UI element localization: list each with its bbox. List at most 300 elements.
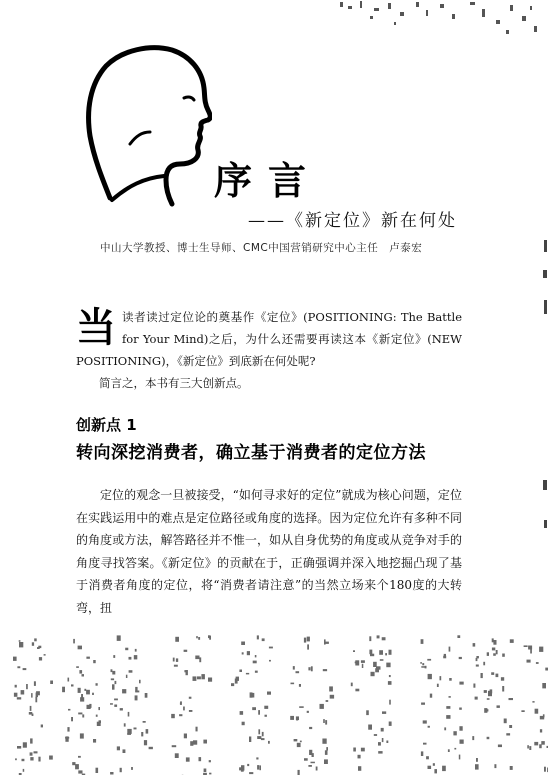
scan-speck	[528, 646, 532, 650]
scan-speck	[481, 673, 483, 678]
scan-speck	[449, 696, 451, 698]
scan-speck	[78, 688, 81, 693]
scan-speck	[541, 741, 545, 745]
human-head-profile-icon	[72, 40, 212, 210]
scan-speck	[300, 741, 302, 743]
scan-speck	[175, 753, 179, 758]
scan-speck	[184, 734, 187, 739]
scan-speck	[380, 659, 384, 661]
intro-summary: 简言之，本书有三大创新点。	[99, 376, 249, 390]
scan-speck	[256, 757, 258, 759]
scan-speck	[32, 642, 34, 646]
scan-speck	[68, 678, 70, 682]
scan-speck	[135, 691, 139, 693]
scan-speck	[122, 689, 126, 693]
scan-speck	[75, 764, 79, 769]
scan-speck	[76, 666, 79, 668]
scan-speck	[15, 758, 17, 760]
scan-speck	[23, 668, 27, 670]
scan-speck	[536, 662, 539, 664]
scan-speck	[524, 645, 528, 647]
scan-speck	[252, 707, 256, 710]
scan-speck	[446, 715, 450, 719]
scan-speck	[472, 736, 474, 740]
scan-speck	[139, 680, 141, 684]
scan-speck	[476, 665, 479, 667]
scan-speck	[329, 686, 333, 691]
scan-speck	[509, 698, 514, 700]
scan-speck	[23, 742, 27, 747]
scan-speck	[434, 769, 437, 773]
scan-speck	[298, 770, 300, 775]
scan-speck	[144, 740, 147, 745]
scan-speck	[326, 700, 329, 702]
scan-speck	[117, 635, 121, 641]
scan-speck	[386, 741, 388, 744]
scan-speck	[112, 684, 115, 689]
scan-speck	[96, 715, 98, 717]
scan-speck	[209, 636, 211, 640]
scan-speck	[184, 650, 188, 652]
scan-speck	[36, 691, 40, 695]
scan-speck	[361, 660, 365, 663]
scan-speck	[496, 650, 498, 654]
scan-speck	[544, 767, 546, 772]
scan-speck	[114, 705, 117, 707]
scan-speck	[386, 663, 390, 668]
scan-speck	[502, 654, 505, 657]
scan-speck	[15, 685, 17, 688]
scan-speck	[67, 727, 69, 732]
scan-speck	[184, 670, 186, 672]
scan-speck	[309, 727, 312, 729]
scan-speck	[378, 742, 381, 746]
scan-speck	[255, 655, 257, 657]
scan-speck	[459, 708, 462, 710]
intro-section	[76, 306, 462, 394]
scan-speck	[145, 693, 148, 698]
scan-speck	[203, 740, 207, 744]
scan-speck	[73, 639, 75, 644]
scan-speck	[389, 675, 391, 677]
scan-speck	[509, 725, 512, 728]
scan-speck	[189, 710, 193, 712]
scan-speck	[267, 692, 271, 695]
scan-speck	[78, 646, 82, 650]
scan-speck	[493, 653, 496, 656]
scan-speck	[323, 669, 327, 671]
scan-speck	[174, 665, 178, 667]
scan-speck	[422, 663, 424, 665]
scan-speck	[449, 678, 452, 681]
scan-speck	[448, 749, 450, 752]
scan-speck	[14, 693, 18, 697]
scan-speck	[369, 636, 371, 641]
scan-speck	[135, 649, 137, 652]
scan-noise-top	[330, 0, 548, 48]
scan-speck	[257, 635, 259, 639]
scan-speck	[291, 683, 295, 685]
scan-speck	[355, 660, 359, 665]
scan-speck	[484, 690, 487, 693]
scan-speck	[262, 638, 265, 641]
scan-speck	[41, 725, 43, 728]
scan-speck	[112, 671, 115, 675]
scan-speck	[209, 773, 211, 775]
scan-speck	[247, 651, 250, 655]
scan-speck	[173, 658, 175, 662]
scan-speck	[453, 731, 456, 735]
scan-speck	[247, 764, 249, 766]
scan-speck	[120, 768, 122, 772]
scan-speck	[296, 719, 298, 721]
scan-speck	[459, 755, 461, 760]
scan-speck	[44, 654, 46, 656]
scan-speck	[129, 657, 132, 660]
scan-speck	[201, 674, 205, 679]
scan-speck	[366, 710, 369, 715]
scan-speck	[483, 662, 485, 666]
scan-speck	[29, 712, 33, 715]
scan-speck	[125, 648, 128, 651]
scan-speck	[534, 742, 538, 746]
scan-speck	[362, 664, 364, 668]
scan-speck	[17, 697, 21, 699]
scan-speck	[440, 676, 442, 680]
scan-speck	[39, 657, 42, 660]
scan-speck	[175, 637, 179, 642]
scan-speck	[381, 728, 384, 732]
scan-speck	[110, 772, 113, 775]
scan-speck	[498, 745, 502, 748]
scan-speck	[255, 671, 258, 673]
scan-noise-bottom	[0, 625, 548, 775]
scan-speck	[262, 732, 264, 736]
scan-speck	[459, 726, 462, 731]
scan-speck	[421, 639, 424, 644]
page-subtitle: ——《新定位》新在何处	[248, 211, 457, 231]
scan-speck	[304, 758, 308, 761]
scan-speck	[308, 765, 312, 767]
scan-speck	[487, 652, 489, 656]
scan-speck	[487, 698, 490, 700]
scan-speck	[195, 656, 199, 660]
scan-speck	[351, 683, 353, 687]
scan-speck	[539, 647, 543, 652]
scan-speck	[126, 675, 128, 678]
scan-speck	[423, 743, 427, 745]
scan-speck	[197, 676, 201, 679]
scan-speck	[382, 738, 384, 742]
scan-speck	[193, 740, 197, 744]
scan-speck	[373, 662, 377, 667]
scan-speck	[316, 767, 318, 771]
scan-speck	[304, 638, 306, 643]
scan-speck	[110, 703, 113, 705]
scan-speck	[98, 707, 100, 710]
scan-speck	[389, 700, 391, 705]
scan-speck	[542, 683, 546, 688]
scan-speck	[129, 670, 133, 673]
scan-speck	[433, 763, 435, 766]
scan-speck	[307, 711, 309, 713]
scan-speck	[325, 750, 328, 755]
scan-speck	[30, 706, 32, 711]
scan-speck	[134, 655, 138, 659]
scan-speck	[322, 739, 326, 744]
section-body: 定位的观念一旦被接受，“如何寻求好的定位”就成为核心问题，定位在实践运用中的难点是定位路径或角度的选择。因为定位允许有多种不同的角度或方法，解答路径并不惟一，如从自身优势的角度或从竞争对手的角度寻找答案。《新定位》的贡献在于，正确强调并深入地挖掘凸现了基于消费者角度的定位，将“消费者请注意”的当然立场来个180度的大转弯，扭	[76, 488, 462, 615]
scan-speck	[17, 746, 21, 749]
scan-speck	[324, 759, 328, 764]
scan-speck	[269, 647, 273, 649]
scan-speck	[446, 706, 450, 709]
scan-speck	[504, 719, 507, 724]
section-kicker: 创新点 1	[76, 416, 137, 434]
dropcap: 当	[76, 305, 116, 351]
scan-speck	[172, 745, 177, 747]
scan-speck	[297, 743, 301, 747]
scan-speck	[527, 660, 531, 663]
scan-speck	[26, 684, 28, 689]
scan-speck	[134, 728, 137, 730]
scan-speck	[261, 738, 265, 740]
scan-speck	[193, 676, 197, 681]
scan-speck	[369, 650, 372, 655]
scan-speck	[421, 666, 425, 668]
scan-speck	[30, 738, 32, 743]
scan-speck	[21, 690, 25, 694]
scan-speck	[358, 766, 361, 771]
scan-speck	[510, 766, 513, 770]
scan-speck	[146, 729, 149, 734]
scan-speck	[22, 759, 25, 761]
scan-speck	[325, 642, 329, 644]
scan-speck	[532, 701, 534, 703]
scan-speck	[530, 649, 532, 654]
scan-speck	[86, 690, 90, 695]
scan-speck	[149, 747, 153, 749]
scan-speck	[127, 733, 131, 735]
scan-speck	[96, 768, 99, 773]
scan-speck	[521, 710, 524, 712]
scan-speck	[443, 656, 446, 659]
scan-speck	[198, 637, 200, 640]
scan-speck	[49, 756, 53, 760]
scan-speck	[128, 712, 130, 717]
scan-speck	[92, 693, 94, 695]
scan-speck	[353, 748, 356, 752]
scan-speck	[257, 765, 259, 770]
scan-speck	[475, 764, 479, 769]
scan-speck	[296, 671, 300, 673]
scan-speck	[320, 704, 324, 709]
scan-speck	[496, 674, 499, 678]
scan-speck	[308, 667, 310, 670]
scan-speck	[326, 747, 328, 750]
scan-speck	[239, 670, 242, 673]
scan-speck	[311, 666, 313, 671]
scan-speck	[361, 748, 365, 752]
scan-speck	[358, 755, 361, 759]
scan-speck	[196, 636, 198, 638]
scan-speck	[420, 662, 422, 664]
scan-speck	[199, 757, 202, 761]
scan-speck	[71, 684, 74, 686]
scan-speck	[78, 756, 81, 758]
scan-speck	[268, 741, 270, 744]
scan-speck	[294, 739, 298, 741]
scan-speck	[476, 758, 478, 762]
scan-speck	[199, 657, 201, 662]
scan-speck	[299, 684, 301, 687]
scan-speck	[30, 757, 33, 760]
scan-speck	[240, 711, 244, 715]
scan-speck	[529, 746, 531, 750]
scan-speck	[430, 694, 432, 698]
scan-speck	[473, 643, 476, 647]
scan-speck	[290, 716, 294, 720]
scan-speck	[68, 709, 70, 711]
scan-speck	[539, 744, 542, 748]
scan-speck	[79, 670, 82, 674]
scan-speck	[249, 737, 251, 743]
scan-speck	[382, 637, 386, 640]
scan-speck	[124, 723, 126, 726]
scan-speck	[490, 689, 493, 693]
scan-speck	[311, 762, 315, 764]
scan-speck	[293, 666, 295, 670]
scan-speck	[428, 726, 430, 728]
scan-speck	[427, 659, 431, 661]
scan-speck	[34, 751, 38, 753]
scan-speck	[93, 660, 96, 663]
scan-speck	[258, 710, 260, 715]
scan-speck	[80, 733, 84, 738]
scan-speck	[89, 704, 91, 708]
scan-speck	[501, 677, 504, 681]
scan-speck	[82, 674, 85, 676]
scan-speck	[35, 697, 37, 703]
scan-speck	[269, 660, 271, 662]
scan-speck	[457, 635, 460, 638]
scan-speck	[23, 769, 25, 772]
scan-speck	[475, 697, 478, 700]
scan-speck	[543, 714, 545, 717]
scan-speck	[485, 709, 488, 711]
scan-speck	[388, 681, 392, 685]
scan-speck	[454, 748, 456, 750]
scan-speck	[141, 732, 143, 736]
scan-speck	[487, 737, 490, 739]
scan-speck	[299, 706, 304, 708]
scan-speck	[72, 762, 75, 765]
scan-speck	[506, 733, 510, 735]
scan-speck	[510, 639, 514, 643]
scan-speck	[323, 719, 325, 723]
scan-speck	[19, 642, 23, 647]
scan-speck	[378, 751, 382, 754]
scan-speck	[80, 697, 84, 701]
scan-speck	[494, 764, 496, 768]
scan-speck	[497, 705, 500, 708]
scan-speck	[186, 757, 190, 761]
scan-speck	[189, 697, 192, 699]
scan-speck	[374, 734, 377, 736]
scan-speck	[120, 708, 123, 710]
scan-speck	[476, 656, 479, 658]
scan-speck	[34, 638, 37, 641]
scan-speck	[82, 714, 84, 717]
scan-speck	[17, 666, 20, 668]
scan-speck	[382, 711, 386, 714]
scan-speck	[131, 767, 133, 770]
scan-speck	[208, 678, 212, 682]
scan-speck	[259, 765, 261, 770]
scan-speck	[34, 681, 36, 686]
scan-speck	[50, 681, 53, 685]
scan-speck	[492, 648, 495, 651]
scan-speck	[13, 657, 17, 661]
scan-speck	[171, 714, 175, 718]
scan-speck	[236, 677, 239, 681]
scan-speck	[540, 729, 542, 732]
scan-speck	[389, 650, 392, 655]
scan-speck	[473, 684, 475, 688]
scan-speck	[86, 657, 90, 659]
scan-speck	[502, 686, 504, 692]
scan-speck	[93, 739, 96, 743]
scan-speck	[307, 637, 310, 642]
scan-speck	[330, 695, 334, 699]
scan-speck	[176, 658, 178, 662]
scan-speck	[379, 650, 383, 655]
scan-speck	[325, 720, 327, 725]
scan-speck	[423, 720, 427, 723]
scan-speck	[190, 741, 193, 746]
scan-speck	[324, 639, 326, 644]
scan-speck	[38, 757, 40, 762]
scan-speck	[113, 655, 115, 658]
scan-speck	[444, 727, 446, 730]
scan-speck	[460, 740, 464, 744]
scan-speck	[196, 727, 198, 732]
scan-speck	[385, 653, 387, 655]
scan-speck	[242, 722, 245, 726]
scan-speck	[123, 749, 126, 753]
author-line: 中山大学教授、博士生导师、CMC中国营销研究中心主任 卢泰宏	[100, 242, 423, 254]
scan-speck	[250, 692, 253, 697]
scan-speck	[111, 678, 114, 680]
scan-speck	[65, 736, 68, 741]
scan-speck	[307, 644, 309, 649]
scan-speck	[258, 729, 260, 734]
scan-speck	[437, 684, 439, 687]
scan-speck	[426, 756, 429, 759]
scan-speck	[115, 681, 117, 684]
scan-speck	[527, 745, 529, 748]
scan-speck	[180, 703, 182, 705]
scan-speck	[78, 713, 82, 715]
scan-speck	[179, 714, 182, 716]
scan-speck	[459, 657, 462, 659]
scan-speck	[355, 689, 359, 692]
scan-speck	[84, 689, 86, 691]
scan-speck	[31, 693, 32, 698]
scan-speck	[257, 736, 261, 739]
scan-speck	[143, 721, 146, 723]
section-heading: 转向深挖消费者，确立基于消费者的定位方法	[76, 443, 426, 463]
scan-speck	[111, 669, 113, 672]
